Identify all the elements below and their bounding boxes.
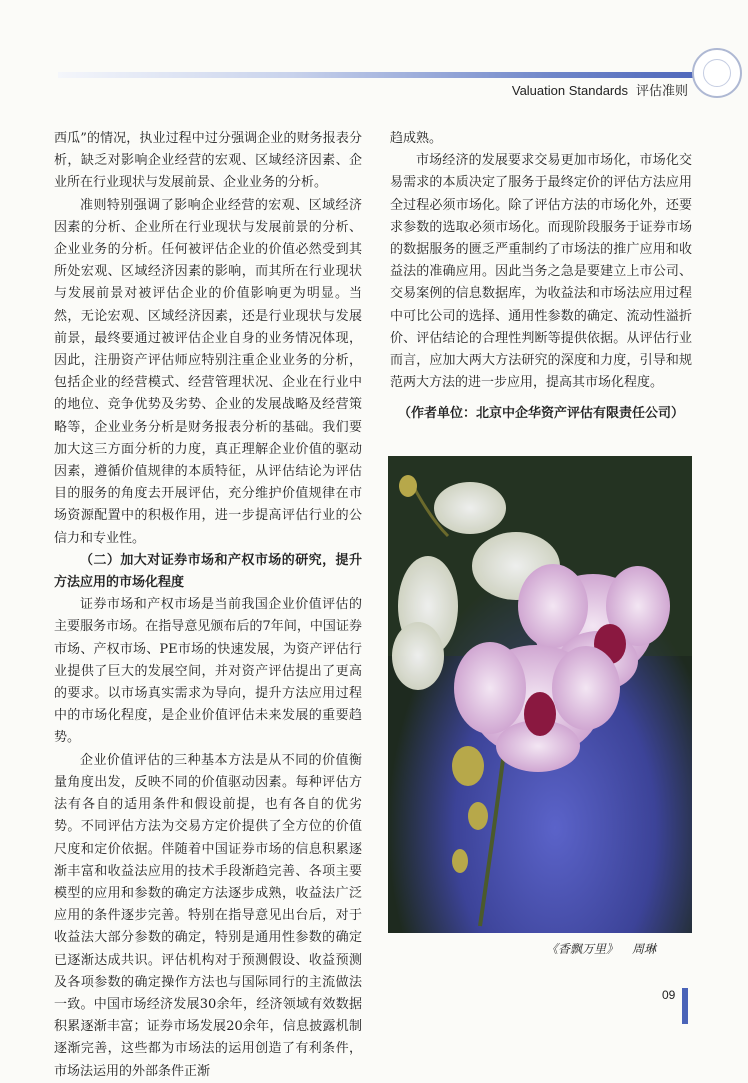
- paragraph: 准则特别强调了影响企业经营的宏观、区域经济因素的分析、企业所在行业现状与发展前景的分析、企业业务的分析。任何被评估企业的价值必然受到其所处宏观、区域经济因素的影响，而其所在行业现状与发展前景对被评估企业的价值影响更为明显。当然，无论宏观、区域经济因素，还是行业现状与发展前景，最终要通过被评估企业自身的业务情况体现，因此，注册资产评估师应特别注重企业业务的分析，包括企业的经营模式、经营管理状况、企业在行业中的地位、竞争优势及劣势、企业的发展战略及经营策略等，企业业务分析是财务报表分析的基础。我们要加大这三方面分析的力度，真正理解企业价值的驱动因素，遵循价值规律的本质特征，从评估结论为评估目的服务的角度去开展评估，充分维护价值规律在市场资源配置中的积极作用，进一步提高评估行业的公信力和专业性。: [54, 197, 362, 546]
- association-logo: [692, 48, 742, 98]
- orchid-photo: [388, 456, 692, 933]
- header-rule: [58, 72, 718, 78]
- caption-author: 周琳: [632, 942, 657, 956]
- header-title-cn: 评估准则: [635, 83, 688, 98]
- section-heading: （二）加大对证券市场和产权市场的研究，提升方法应用的市场化程度: [54, 552, 362, 591]
- right-column: [390, 128, 692, 394]
- page-number-bar: [682, 988, 688, 1024]
- running-header: [512, 80, 688, 99]
- paragraph: 市场经济的发展要求交易更加市场化，市场化交易需求的本质决定了服务于最终定价的评估方法应用全过程必须市场化。除了评估方法的市场化外，还要求参数的选取必须市场化。而现阶段服务于证券市场的数据服务的匮乏严重制约了市场法的推广应用和收益法的准确应用。因此当务之急是要建立上市公司、交易案例的信息数据库，为收益法和市场法应用过程中可比公司的选择、通用性参数的确定、流动性溢折价、评估结论的合理性判断等提供依据。从评估行业而言，应加大两大方法研究的深度和力度，引导和规范两大方法的进一步应用，提高其市场化程度。: [390, 153, 692, 391]
- photo-caption: [546, 940, 656, 957]
- header-title-en: Valuation Standards: [511, 83, 628, 98]
- paragraph: 西瓜”的情况，执业过程中过分强调企业的财务报表分析，缺乏对影响企业经营的宏观、区域经济因素、企业所在行业现状与发展前景、企业业务的分析。: [54, 131, 362, 191]
- page-number: 09: [662, 988, 676, 1002]
- paragraph: 证券市场和产权市场是当前我国企业价值评估的主要服务市场。在指导意见颁布后的7年间，中国证券市场、产权市场、PE市场的快速发展，为资产评估行业提供了巨大的发展空间，并对资产评估提出了更高的要求。以市场真实需求为导向，提升方法应用过程中的市场化程度，是企业价值评估未来发展的重要趋势。: [54, 597, 362, 746]
- left-column: [54, 128, 362, 1083]
- author-affiliation: （作者单位：北京中企华资产评估有限责任公司）: [398, 406, 685, 421]
- paragraph: 趋成熟。: [390, 131, 443, 146]
- paragraph: 企业价值评估的三种基本方法是从不同的价值衡量角度出发，反映不同的价值驱动因素。每种评估方法有各自的适用条件和假设前提，也有各自的优劣势。不同评估方法为交易方定价提供了全方位的价值尺度和定价依据。伴随着中国证券市场的信息积累逐渐丰富和收益法应用的技术手段渐趋完善、各项主要模型的应用和参数的确定方法逐步成熟，收益法广泛应用的条件逐步完善。特别在指导意见出台后，对于收益法大部分参数的确定，特别是通用性参数的确定已逐渐达成共识。评估机构对于预测假设、收益预测及各项参数的确定操作方法也与国际同行的主流做法一致。中国市场经济发展30余年，经济领域有效数据积累逐渐丰富；证券市场发展20余年，信息披露机制逐渐完善，这些都为市场法的运用创造了有利条件，市场法运用的外部条件正渐: [54, 752, 362, 1079]
- caption-title: 《香飘万里》: [546, 942, 619, 956]
